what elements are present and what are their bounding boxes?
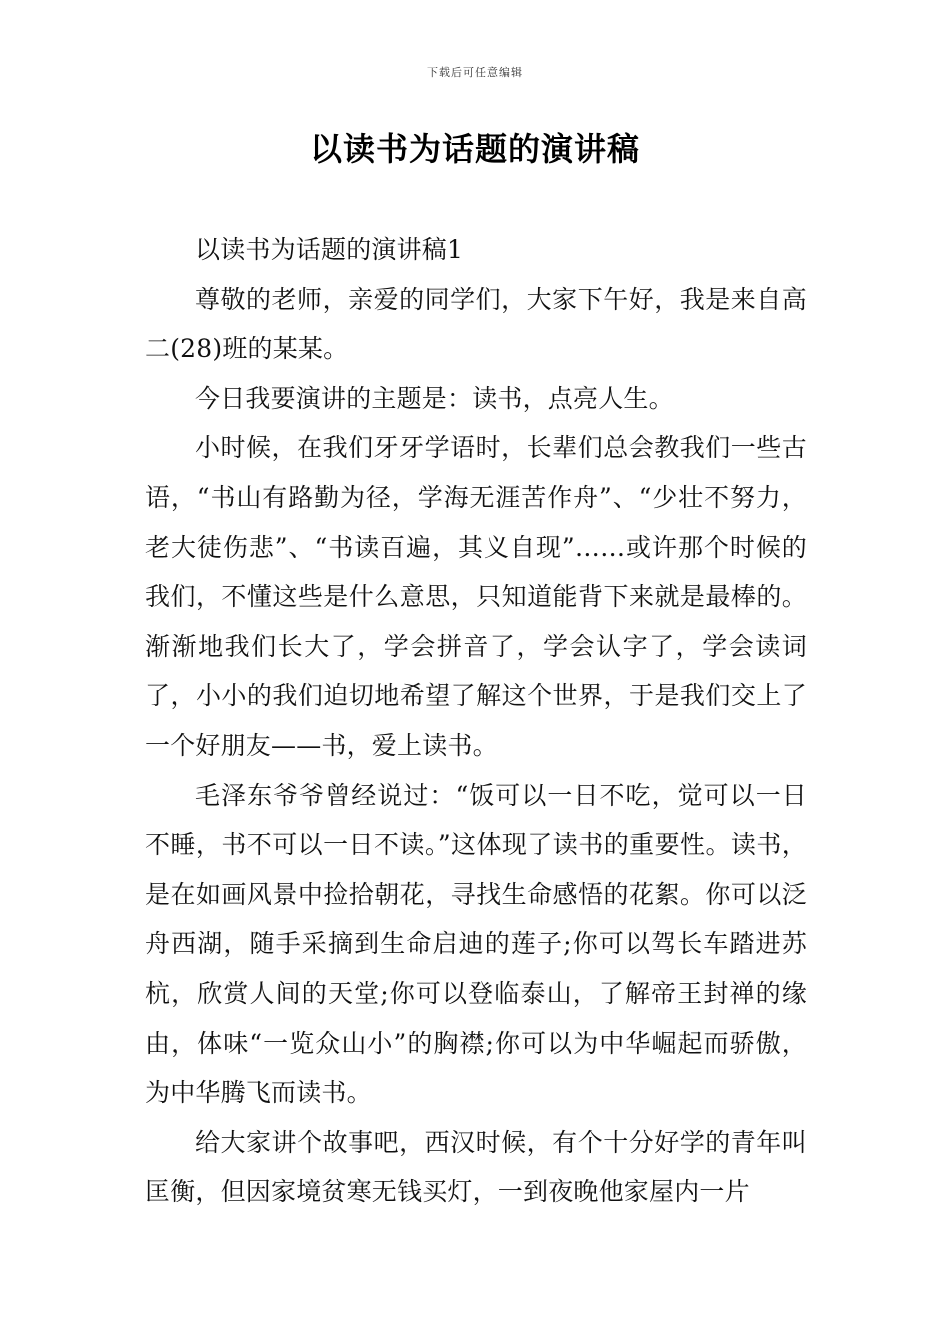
paragraph-subtitle: 以读书为话题的演讲稿1 bbox=[195, 235, 464, 264]
document-body bbox=[145, 225, 807, 1217]
paragraph-greeting: 尊敬的老师，亲爱的同学们，大家下午好，我是来自高二(28)班的某某。 bbox=[145, 284, 807, 364]
paragraph-story: 给大家讲个故事吧，西汉时候，有个十分好学的青年叫匡衡，但因家境贫寒无钱买灯，一到夜晚他家屋内一片 bbox=[145, 1127, 807, 1207]
document-title: 以读书为话题的演讲稿 bbox=[309, 130, 640, 168]
header-note: 下载后可任意编辑 bbox=[427, 66, 523, 79]
paragraph-quote: 毛泽东爷爷曾经说过：“饭可以一日不吃，觉可以一日不睡，书不可以一日不读。”这体现了读书的重要性。读书，是在如画风景中捡拾朝花，寻找生命感悟的花絮。你可以泛舟西湖，随手采摘到生命启迪的莲子;你可以驾长车踏进苏杭，欣赏人间的天堂;你可以登临泰山，了解帝王封禅的缘由，体味“一览众山小”的胸襟;你可以为中华崛起而骄傲，为中华腾飞而读书。 bbox=[145, 780, 807, 1108]
paragraph-topic: 今日我要演讲的主题是：读书，点亮人生。 bbox=[195, 383, 674, 413]
paragraph-childhood: 小时候，在我们牙牙学语时，长辈们总会教我们一些古语，“书山有路勤为径，学海无涯苦作舟”、“少壮不努力，老大徒伤悲”、“书读百遍，其义自现”……或许那个时候的我们，不懂这些是什么意思，只知道能背下来就是最棒的。渐渐地我们长大了，学会拼音了，学会认字了，学会读词了，小小的我们迫切地希望了解这个世界，于是我们交上了一个好朋友——书，爱上读书。 bbox=[145, 433, 807, 760]
